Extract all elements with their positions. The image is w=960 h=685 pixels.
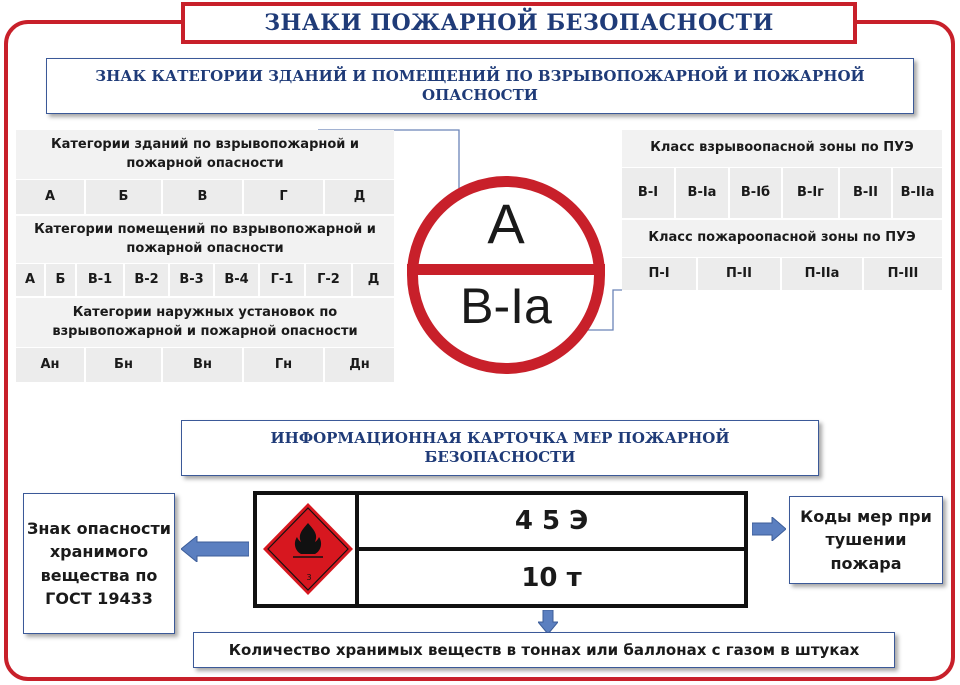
- fire-zone-cell: П-I: [622, 258, 698, 292]
- explosive-zone-row: [622, 168, 942, 220]
- fire-zone-cell: П-III: [864, 258, 942, 292]
- outdoor-category-cell: Вн: [163, 348, 244, 384]
- buildings-row: [16, 180, 394, 216]
- rooms-header: Категории помещений по взрывопожарной и пожарной опасности: [16, 216, 394, 264]
- sign-building-category: А: [487, 191, 525, 255]
- room-category-cell: Г-2: [306, 264, 353, 298]
- fire-zone-cell: П-II: [698, 258, 782, 292]
- arrow-right-icon: [752, 517, 786, 541]
- outdoor-header: Категории наружных установок по взрывопожарной и пожарной опасности: [16, 298, 394, 348]
- flammable-hazard-icon: [257, 495, 359, 604]
- explosive-zone-cell: В-IIа: [893, 168, 942, 220]
- arrow-down-icon: [538, 610, 558, 634]
- explosive-zone-cell: В-Iб: [730, 168, 783, 220]
- room-category-cell: В-4: [215, 264, 260, 298]
- outdoor-row: [16, 348, 394, 384]
- outdoor-category-cell: Дн: [325, 348, 394, 384]
- outdoor-category-cell: Ан: [16, 348, 86, 384]
- room-category-cell: Б: [46, 264, 77, 298]
- fire-zone-header: Класс пожароопасной зоны по ПУЭ: [622, 220, 942, 258]
- room-category-cell: В-2: [125, 264, 170, 298]
- categories-table: [16, 130, 394, 384]
- explosive-zone-header: Класс взрывоопасной зоны по ПУЭ: [622, 130, 942, 168]
- fire-zone-cell: П-IIа: [782, 258, 864, 292]
- arrow-left-icon: [181, 536, 249, 562]
- room-category-cell: В-3: [170, 264, 215, 298]
- section-title-info-card: ИНФОРМАЦИОННАЯ КАРТОЧКА МЕР ПОЖАРНОЙ БЕЗОПАСНОСТИ: [181, 420, 819, 476]
- info-card: [253, 491, 748, 608]
- codes-label: Коды мер при тушении пожара: [789, 496, 943, 584]
- stored-quantity: 10 т: [521, 562, 582, 593]
- building-category-cell: А: [16, 180, 86, 216]
- building-category-cell: Д: [325, 180, 394, 216]
- outdoor-category-cell: Бн: [86, 348, 163, 384]
- explosive-zone-cell: В-Iг: [783, 168, 840, 220]
- sign-zone-class: В-Iа: [460, 278, 552, 334]
- fire-zone-row: [622, 258, 942, 292]
- quantity-label: Количество хранимых веществ в тоннах или баллонах с газом в штуках: [193, 632, 895, 668]
- zone-class-table: [622, 130, 942, 292]
- hazard-class-number: 3: [306, 573, 312, 582]
- page-title: ЗНАКИ ПОЖАРНОЙ БЕЗОПАСНОСТИ: [181, 2, 857, 44]
- hazard-diamond-cell: [257, 495, 359, 604]
- category-sign-divider: [407, 264, 605, 275]
- rooms-row: [16, 264, 394, 298]
- room-category-cell: Г-1: [260, 264, 306, 298]
- room-category-cell: В-1: [77, 264, 125, 298]
- explosive-zone-cell: В-Iа: [676, 168, 730, 220]
- building-category-cell: В: [163, 180, 244, 216]
- buildings-header: Категории зданий по взрывопожарной и пожарной опасности: [16, 130, 394, 180]
- building-category-cell: Г: [244, 180, 325, 216]
- room-category-cell: Д: [353, 264, 394, 298]
- extinguishing-codes: 4 5 Э: [359, 495, 744, 551]
- explosive-zone-cell: В-II: [840, 168, 893, 220]
- outdoor-category-cell: Гн: [244, 348, 325, 384]
- explosive-zone-cell: В-I: [622, 168, 676, 220]
- hazard-sign-label: Знак опасности хранимого вещества по ГОСТ 19433: [23, 493, 175, 634]
- section-title-sign-category: ЗНАК КАТЕГОРИИ ЗДАНИЙ И ПОМЕЩЕНИЙ ПО ВЗРЫВОПОЖАРНОЙ И ПОЖАРНОЙ ОПАСНОСТИ: [46, 58, 914, 114]
- building-category-cell: Б: [86, 180, 163, 216]
- room-category-cell: А: [16, 264, 46, 298]
